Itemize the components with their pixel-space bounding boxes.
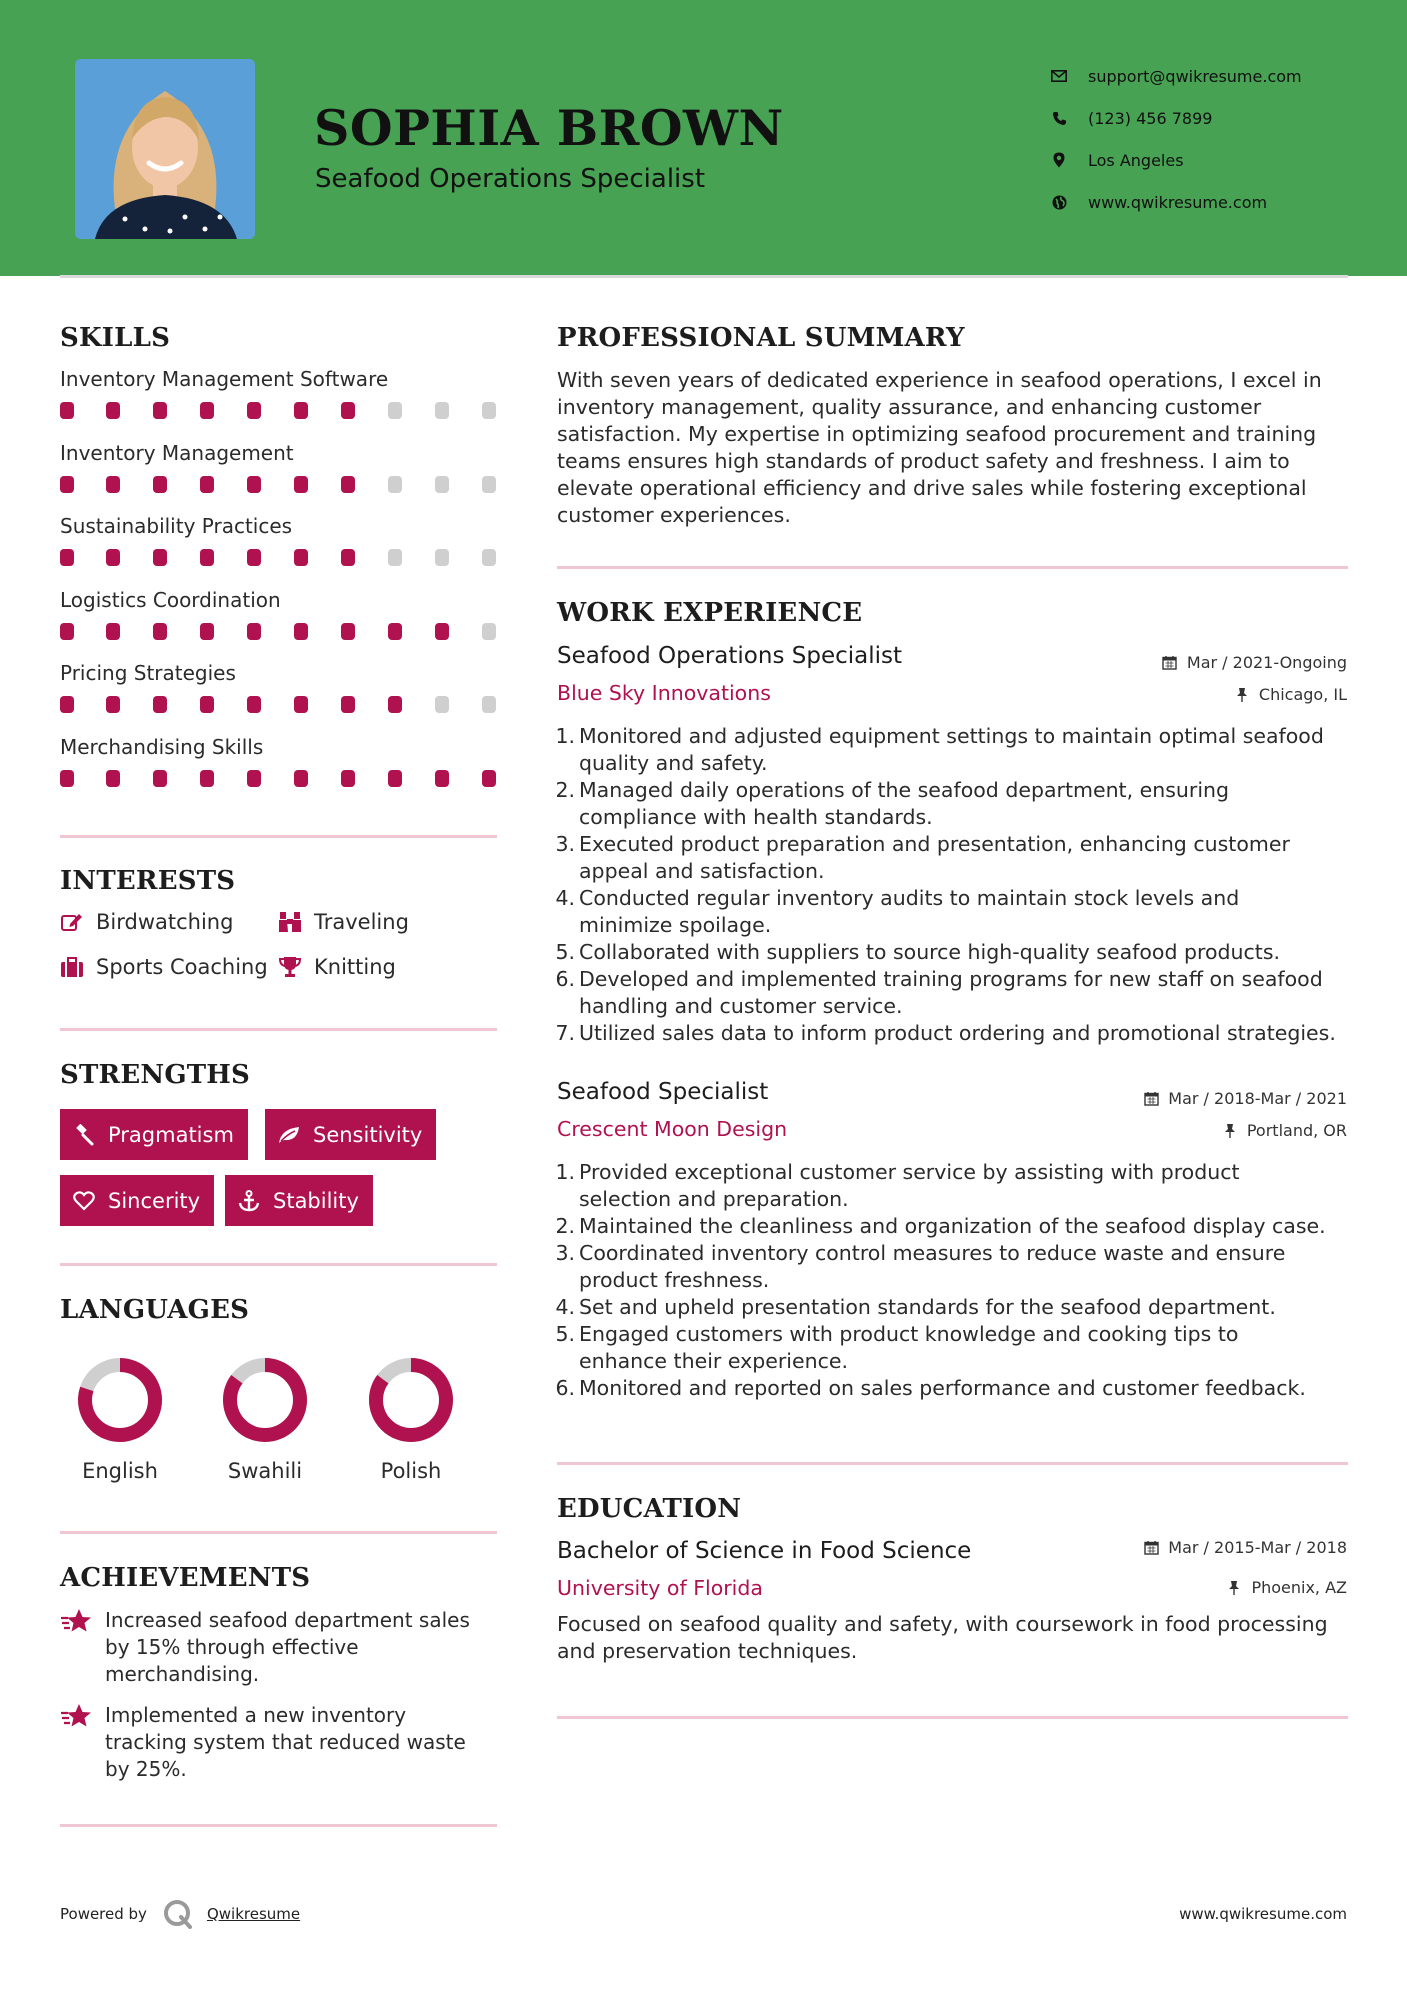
anchor-icon	[237, 1189, 261, 1213]
summary-text: With seven years of dedicated experience in seafood operations, I excel in inventory management, quality assurance, and enhancing customer satisfaction. My expertise in optimizing seafood procurement and training teams ensures high standards of product safety and freshness. I aim to elevate operational efficiency and drive sales while fostering exceptional customer experiences.	[557, 368, 1322, 527]
candidate-name: SOPHIA BROWN	[314, 99, 784, 157]
bullet-text: minimize spoilage.	[579, 913, 772, 937]
education-heading: EDUCATION	[557, 1494, 742, 1524]
experience-divider	[557, 1462, 1348, 1465]
interests-divider	[60, 1028, 497, 1031]
strengths-heading: STRENGTHS	[60, 1060, 251, 1090]
resume-header	[0, 0, 1407, 276]
job-bullet-line	[553, 885, 1353, 912]
education-location	[1226, 1578, 1347, 1597]
bullet-text: handling and customer service.	[579, 994, 903, 1018]
rating-dot-filled	[153, 696, 167, 713]
bullet-text: Utilized sales data to inform product ordering and promotional strategies.	[579, 1021, 1336, 1045]
header-divider	[60, 275, 1348, 278]
edit-icon	[60, 910, 84, 934]
strength-chip	[60, 1175, 214, 1226]
skill-name: Logistics Coordination	[60, 587, 281, 612]
bullet-number	[553, 1267, 575, 1294]
bullet-number	[553, 1186, 575, 1213]
rating-dot-filled	[482, 770, 496, 787]
job-location-text: Chicago, IL	[1258, 685, 1347, 704]
calendar-icon	[1162, 655, 1178, 671]
bullet-text: Collaborated with suppliers to source high-quality seafood products.	[579, 940, 1281, 964]
skill-item	[60, 588, 500, 643]
education-divider	[557, 1716, 1348, 1719]
bullet-text: Maintained the cleanliness and organization of the seafood display case.	[579, 1214, 1326, 1238]
job-dates-text: Mar / 2021-Ongoing	[1186, 653, 1347, 672]
contact-list	[1050, 55, 1302, 223]
rating-dot-filled	[200, 623, 214, 640]
job-bullet-line	[553, 777, 1353, 804]
bullet-number: 6.	[555, 967, 575, 991]
language-name: English	[82, 1459, 158, 1483]
interest-label: Traveling	[314, 910, 409, 934]
pushpin-icon	[1226, 1580, 1242, 1596]
job-location	[1222, 1121, 1347, 1140]
skill-name: Sustainability Practices	[60, 514, 293, 538]
rating-dot-filled	[60, 623, 74, 640]
bullet-text: Executed product preparation and presentation, enhancing customer	[579, 832, 1290, 856]
rating-dot-filled	[435, 623, 449, 640]
rating-dot-filled	[388, 623, 402, 640]
languages-heading: LANGUAGES	[60, 1295, 250, 1325]
rating-dot-filled	[247, 549, 261, 566]
contact-phone[interactable]	[1050, 97, 1302, 139]
job-bullet-line	[553, 1348, 1353, 1375]
rating-dot-filled	[341, 476, 355, 493]
bullet-text: Monitored and adjusted equipment settings to maintain optimal seafood	[579, 724, 1324, 748]
contact-website-text: www.qwikresume.com	[1088, 192, 1268, 212]
rating-dot-empty	[388, 549, 402, 566]
rating-dot-filled	[247, 770, 261, 787]
rating-dot-filled	[341, 402, 355, 419]
skill-item	[60, 735, 500, 790]
skill-rating	[60, 549, 500, 569]
rating-dot-empty	[388, 476, 402, 493]
bullet-text: Set and upheld presentation standards for the seafood department.	[579, 1295, 1276, 1319]
rating-dot-empty	[435, 402, 449, 419]
interest-item	[278, 955, 396, 979]
bullet-number: 4.	[555, 886, 575, 910]
bullet-number: 2.	[555, 1214, 575, 1238]
rating-dot-filled	[106, 476, 120, 493]
bullet-number	[553, 750, 575, 777]
contact-location-text: Los Angeles	[1088, 150, 1184, 170]
bullet-number: 3.	[555, 832, 575, 856]
rating-dot-filled	[200, 402, 214, 419]
bullet-number: 1.	[555, 724, 575, 748]
bullet-number: 1.	[555, 1160, 575, 1184]
calendar-icon	[1143, 1540, 1159, 1556]
job-bullet-line	[553, 723, 1353, 750]
rating-dot-filled	[294, 402, 308, 419]
rating-dot-filled	[294, 476, 308, 493]
bullet-number	[553, 858, 575, 885]
job-bullet-line	[553, 831, 1353, 858]
summary-divider	[557, 566, 1348, 569]
qwikresume-link[interactable]: Qwikresume	[206, 1905, 301, 1923]
rating-dot-filled	[106, 770, 120, 787]
job-bullet-line	[553, 1240, 1353, 1267]
rating-dot-filled	[294, 696, 308, 713]
job-bullet-line	[553, 939, 1353, 966]
bullet-number: 7.	[555, 1021, 575, 1045]
interest-item	[60, 955, 268, 979]
strength-label: Sincerity	[108, 1188, 201, 1213]
rating-dot-filled	[388, 696, 402, 713]
language-item	[60, 1355, 180, 1483]
rating-dot-filled	[341, 770, 355, 787]
job-bullet-line	[553, 966, 1353, 993]
job-bullets	[553, 723, 1353, 1047]
contact-email[interactable]	[1050, 55, 1302, 97]
job-bullet-line	[553, 1020, 1353, 1047]
rating-dot-filled	[200, 696, 214, 713]
pushpin-icon	[1222, 1123, 1238, 1139]
rating-dot-filled	[435, 770, 449, 787]
rating-dot-filled	[60, 696, 74, 713]
language-name: Polish	[380, 1459, 442, 1483]
language-gauge	[220, 1355, 310, 1445]
rating-dot-empty	[435, 549, 449, 566]
job-dates-text: Mar / 2018-Mar / 2021	[1168, 1089, 1347, 1108]
rating-dot-filled	[200, 770, 214, 787]
rating-dot-empty	[482, 476, 496, 493]
contact-location	[1050, 139, 1302, 181]
job-title: Seafood Operations Specialist	[557, 643, 903, 669]
heart-icon	[72, 1189, 96, 1213]
job-bullets	[553, 1159, 1353, 1402]
achievement-text: Increased seafood department sales by 15% through effective merchandising.	[105, 1608, 470, 1686]
trophy-icon	[278, 955, 302, 979]
rating-dot-filled	[200, 549, 214, 566]
bullet-number: 2.	[555, 778, 575, 802]
rating-dot-filled	[294, 549, 308, 566]
language-item	[351, 1355, 471, 1483]
bullet-text: appeal and satisfaction.	[579, 859, 825, 883]
pushpin-icon	[1234, 687, 1250, 703]
footer-powered-by	[60, 1899, 300, 1929]
job-bullet-line	[553, 1267, 1353, 1294]
star-icon	[60, 1607, 92, 1637]
education-description: Focused on seafood quality and safety, with coursework in food processing and preservation techniques.	[557, 1612, 1328, 1663]
interest-label: Knitting	[314, 955, 396, 979]
achievements-divider	[60, 1824, 497, 1827]
strength-chip	[225, 1175, 373, 1226]
job-bullet-line	[553, 1375, 1353, 1402]
envelope-icon	[1050, 67, 1068, 85]
contact-website[interactable]	[1050, 181, 1302, 223]
job-bullet-line	[553, 804, 1353, 831]
qwikresume-logo-icon	[163, 1899, 193, 1929]
education-dates-text: Mar / 2015-Mar / 2018	[1168, 1538, 1347, 1557]
job-dates	[1143, 1089, 1347, 1108]
skill-rating	[60, 696, 500, 716]
job-dates	[1162, 653, 1347, 672]
rating-dot-empty	[435, 476, 449, 493]
binoculars-icon	[278, 910, 302, 934]
education-school: University of Florida	[557, 1576, 763, 1600]
skill-item	[60, 441, 500, 496]
map-marker-icon	[1050, 151, 1068, 169]
education-dates	[1143, 1538, 1347, 1557]
strength-label: Pragmatism	[108, 1122, 234, 1147]
skill-rating	[60, 402, 500, 422]
bullet-text: selection and preparation.	[579, 1187, 849, 1211]
achievement-item	[60, 1607, 500, 1688]
globe-icon	[1050, 193, 1068, 211]
job-bullet-line	[553, 858, 1353, 885]
rating-dot-filled	[247, 476, 261, 493]
bullet-number: 4.	[555, 1295, 575, 1319]
rating-dot-empty	[482, 402, 496, 419]
summary-heading: PROFESSIONAL SUMMARY	[557, 323, 965, 353]
bullet-text: Developed and implemented training programs for new staff on seafood	[579, 967, 1323, 991]
bullet-number	[553, 1348, 575, 1375]
rating-dot-filled	[60, 549, 74, 566]
languages-divider	[60, 1531, 497, 1534]
rating-dot-filled	[60, 402, 74, 419]
bullet-text: Provided exceptional customer service by assisting with product	[579, 1160, 1240, 1184]
job-company: Blue Sky Innovations	[557, 681, 771, 705]
interests-heading: INTERESTS	[60, 866, 236, 896]
bullet-text: Managed daily operations of the seafood department, ensuring	[579, 778, 1230, 802]
job-bullet-line	[553, 750, 1353, 777]
education-location-text: Phoenix, AZ	[1251, 1578, 1347, 1597]
rating-dot-filled	[294, 623, 308, 640]
rating-dot-filled	[60, 476, 74, 493]
rating-dot-filled	[247, 623, 261, 640]
rating-dot-filled	[153, 623, 167, 640]
rating-dot-empty	[388, 402, 402, 419]
bullet-text: Coordinated inventory control measures to reduce waste and ensure	[579, 1241, 1286, 1265]
bullet-number	[553, 993, 575, 1020]
skill-item	[60, 514, 500, 569]
bullet-number	[553, 804, 575, 831]
job-bullet-line	[553, 1294, 1353, 1321]
rating-dot-filled	[200, 476, 214, 493]
job-title: Seafood Specialist	[557, 1079, 769, 1105]
rating-dot-empty	[482, 549, 496, 566]
rating-dot-filled	[341, 696, 355, 713]
rating-dot-empty	[482, 696, 496, 713]
rating-dot-empty	[482, 623, 496, 640]
footer-website-link[interactable]: www.qwikresume.com	[1179, 1905, 1347, 1923]
skill-name: Merchandising Skills	[60, 734, 264, 759]
rating-dot-filled	[341, 623, 355, 640]
rating-dot-filled	[388, 770, 402, 787]
phone-icon	[1050, 109, 1068, 127]
skill-rating	[60, 770, 500, 790]
skill-name: Pricing Strategies	[60, 661, 236, 685]
rating-dot-filled	[106, 549, 120, 566]
rating-dot-empty	[435, 696, 449, 713]
job-bullet-line	[553, 993, 1353, 1020]
interest-item	[60, 910, 233, 934]
achievement-item	[60, 1702, 500, 1783]
rating-dot-filled	[153, 476, 167, 493]
skill-item	[60, 661, 500, 716]
job-bullet-line	[553, 1321, 1353, 1348]
language-gauge	[366, 1355, 456, 1445]
profile-photo	[75, 59, 255, 239]
bullet-number: 6.	[555, 1376, 575, 1400]
star-icon	[60, 1702, 92, 1732]
strengths-divider	[60, 1263, 497, 1266]
calendar-icon	[1143, 1091, 1159, 1107]
strength-chip	[265, 1109, 436, 1160]
contact-phone-text: (123) 456 7899	[1088, 108, 1213, 128]
language-gauge	[75, 1355, 165, 1445]
bullet-text: compliance with health standards.	[579, 805, 933, 829]
skill-rating	[60, 623, 500, 643]
profile-photo-illustration	[75, 59, 255, 239]
gavel-icon	[72, 1123, 96, 1147]
bullet-text: Engaged customers with product knowledge and cooking tips to	[579, 1322, 1239, 1346]
rating-dot-filled	[247, 696, 261, 713]
leaf-icon	[277, 1123, 301, 1147]
strength-chip	[60, 1109, 248, 1160]
rating-dot-filled	[60, 770, 74, 787]
suitcase-icon	[60, 955, 84, 979]
achievement-text: Implemented a new inventory tracking system that reduced waste by 25%.	[105, 1703, 466, 1781]
skills-divider	[60, 835, 497, 838]
language-item	[205, 1355, 325, 1483]
rating-dot-filled	[106, 402, 120, 419]
rating-dot-filled	[294, 770, 308, 787]
job-bullet-line	[553, 1159, 1353, 1186]
skill-item	[60, 367, 500, 422]
bullet-text: product freshness.	[579, 1268, 770, 1292]
strength-label: Sensitivity	[313, 1122, 423, 1147]
strength-label: Stability	[273, 1188, 359, 1213]
bullet-number: 5.	[555, 940, 575, 964]
achievements-heading: ACHIEVEMENTS	[60, 1563, 311, 1593]
candidate-title: Seafood Operations Specialist	[315, 164, 706, 194]
interest-item	[278, 910, 409, 934]
language-name: Swahili	[227, 1459, 303, 1483]
bullet-text: quality and safety.	[579, 751, 768, 775]
bullet-text: enhance their experience.	[579, 1349, 848, 1373]
rating-dot-filled	[106, 623, 120, 640]
rating-dot-filled	[153, 402, 167, 419]
job-location-text: Portland, OR	[1246, 1121, 1347, 1140]
bullet-text: Conducted regular inventory audits to maintain stock levels and	[579, 886, 1240, 910]
experience-heading: WORK EXPERIENCE	[557, 598, 863, 628]
bullet-number: 3.	[555, 1241, 575, 1265]
bullet-number	[553, 912, 575, 939]
rating-dot-filled	[247, 402, 261, 419]
interest-label: Sports Coaching	[96, 955, 268, 979]
job-bullet-line	[553, 1213, 1353, 1240]
rating-dot-filled	[341, 549, 355, 566]
bullet-text: Monitored and reported on sales performance and customer feedback.	[579, 1376, 1306, 1400]
rating-dot-filled	[153, 549, 167, 566]
skill-rating	[60, 476, 500, 496]
job-company: Crescent Moon Design	[557, 1117, 788, 1141]
skill-name: Inventory Management	[60, 440, 294, 465]
rating-dot-filled	[106, 696, 120, 713]
rating-dot-filled	[153, 770, 167, 787]
education-degree: Bachelor of Science in Food Science	[557, 1538, 972, 1564]
interest-label: Birdwatching	[96, 910, 234, 934]
job-bullet-line	[553, 1186, 1353, 1213]
contact-email-text: support@qwikresume.com	[1088, 66, 1302, 86]
bullet-number: 5.	[555, 1322, 575, 1346]
skills-heading: SKILLS	[60, 323, 171, 353]
job-bullet-line	[553, 912, 1353, 939]
powered-by-text: Powered by	[60, 1905, 147, 1923]
skill-name: Inventory Management Software	[60, 367, 389, 391]
job-location	[1234, 685, 1347, 704]
